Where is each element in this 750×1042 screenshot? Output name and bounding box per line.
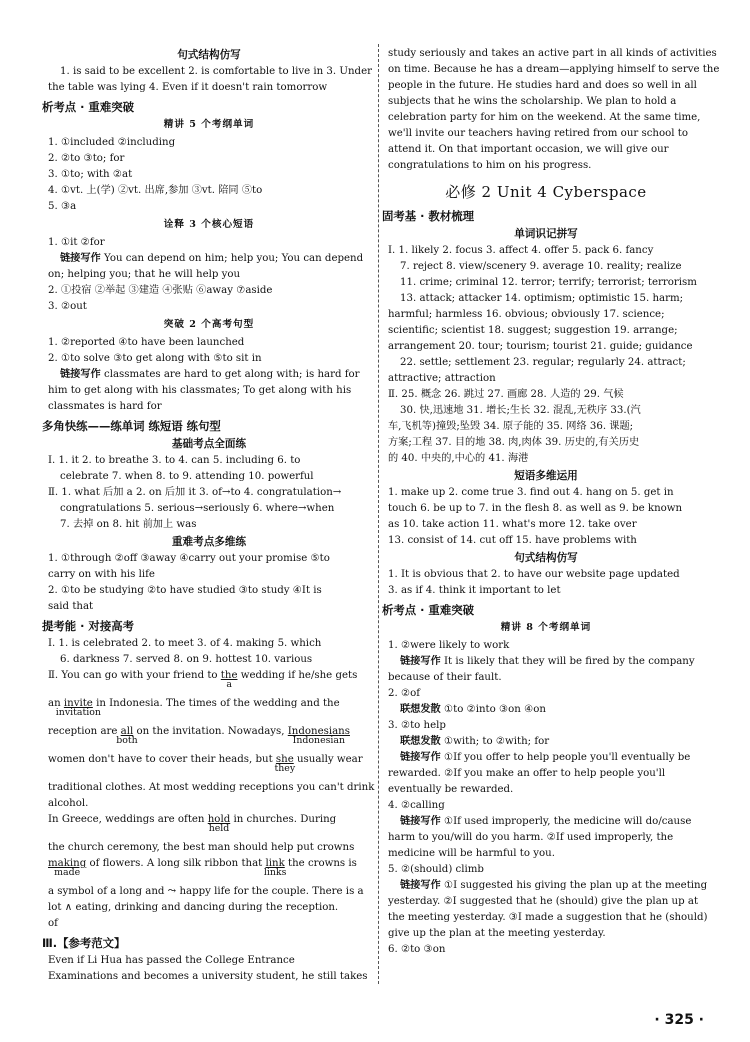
answer-line: arrangement 20. tour; tourism; tourist 21. guide; guidance — [388, 341, 693, 352]
text: reception are — [48, 726, 121, 737]
answer-line — [388, 750, 704, 766]
text: in Indonesia. The times of the wedding and the — [92, 698, 340, 709]
sub-heading: 精讲 8 个考纲单词 — [500, 622, 592, 633]
answer-text: classmates are hard to get along with; is hard for — [104, 369, 360, 380]
text: usually wear — [293, 754, 363, 765]
answer-line: Ⅰ. 1. likely 2. focus 3. affect 4. offer 5. pack 6. fancy — [388, 245, 654, 256]
correction: made — [54, 867, 81, 878]
answer-line: the meeting yesterday. ③I made a suggestion that he (should) — [388, 912, 708, 923]
answer-line: 13. consist of 14. cut off 15. have problems with — [388, 535, 637, 546]
answer-line — [388, 734, 704, 750]
passage-line: alcohol. — [48, 798, 89, 809]
section-title: 提考能 · 对接高考 — [42, 619, 134, 633]
corrected-word — [207, 812, 231, 834]
insert-word: of — [48, 918, 58, 929]
section-title: Ⅲ.【参考范文】 — [42, 936, 126, 950]
sub-heading: 基础考点全面练 — [171, 438, 247, 450]
corrected-word — [263, 856, 287, 878]
answer-line: 11. crime; criminal 12. terror; terrify; terrorist; terrorism — [400, 277, 697, 288]
answer-line: attractive; attraction — [388, 373, 496, 384]
answer-line: 1. ①included ②including — [48, 137, 176, 148]
answer-line: 7. reject 8. view/scenery 9. average 10. reality; realize — [400, 261, 682, 272]
answer-line: 方案;工程 37. 目的地 38. 肉,肉体 39. 历史的,有关历史 — [388, 437, 640, 448]
answer-text: ①I suggested his giving the plan up at the meeting — [444, 880, 708, 891]
original-word: hold — [207, 814, 231, 825]
section-title: 固考基 · 教材梳理 — [382, 209, 474, 223]
answer-line: yesterday. ②I suggested that he (should) give the plan up at — [388, 896, 699, 907]
original-word: Indonesians — [287, 726, 350, 737]
sub-heading: 句式结构仿写 — [514, 552, 578, 564]
answer-line — [48, 367, 370, 383]
text: an — [48, 698, 64, 709]
label: 链接写作 — [400, 656, 441, 667]
section-heading: 句式结构仿写 — [177, 49, 241, 61]
answer-line: 的 40. 中央的,中心的 41. 海港 — [388, 453, 529, 464]
answer-line: 1. is said to be excellent 2. is comfortable to live in 3. Under — [60, 66, 372, 77]
essay-line: people in the future. He studies hard and does so well in all — [388, 80, 697, 91]
original-word: invite — [63, 698, 93, 709]
answer-line: 5. ②(should) climb — [388, 864, 484, 875]
insert-mark: ∧ — [64, 902, 73, 913]
text: In Greece, weddings are often — [48, 814, 208, 825]
sub-heading: 突破 2 个高考句型 — [163, 319, 255, 330]
answer-line: 4. ②calling — [388, 800, 445, 811]
answer-line: him to get along with his classmates; To get along with his — [48, 385, 352, 396]
text: Ⅱ. You can go with your friend to — [48, 670, 221, 681]
answer-line: 2. ①投宿 ②举起 ③建造 ④张贴 ⑥away ⑦aside — [48, 285, 273, 296]
answer-line — [388, 814, 704, 830]
label: 联想发散 — [400, 736, 441, 747]
text: on the invitation. Nowadays, — [133, 726, 288, 737]
corrected-word — [287, 724, 350, 746]
section-title: 析考点 · 重难突破 — [42, 100, 134, 114]
answer-text: ①If used improperly, the medicine will do/cause — [444, 816, 692, 827]
label: 链接写作 — [400, 880, 441, 891]
text: of flowers. A long silk ribbon that — [86, 858, 266, 869]
answer-line: 1. ①it ②for — [48, 237, 105, 248]
label: 链接写作 — [60, 253, 101, 264]
original-word: the — [220, 670, 238, 681]
answer-line — [388, 702, 704, 718]
answer-line: 3. ①to; with ②at — [48, 169, 133, 180]
original-word: making — [48, 858, 87, 869]
answer-line: as 10. take action 11. what's more 12. take over — [388, 519, 637, 530]
answer-line — [388, 878, 708, 894]
sub-heading: 短语多维运用 — [514, 470, 578, 482]
answer-line: 22. settle; settlement 23. regular; regularly 24. attract; — [400, 357, 686, 368]
answer-line: 1. make up 2. come true 3. find out 4. hang on 5. get in — [388, 487, 674, 498]
answer-line: harmful; harmless 16. obvious; obviously 17. science; — [388, 309, 665, 320]
sub-heading: 精讲 5 个考纲单词 — [163, 119, 255, 130]
answer-text: You can depend on him; help you; You can depend — [104, 253, 364, 264]
correction-line — [48, 724, 370, 752]
essay-line: on time. Because he has a dream—applying himself to serve the — [388, 64, 720, 75]
passage-line: a symbol of a long and ⤳ happy life for the couple. There is a — [48, 886, 364, 897]
sub-heading: 诠释 3 个核心短语 — [163, 219, 255, 230]
answer-line: 1. ②were likely to work — [388, 640, 510, 651]
answer-line: Ⅰ. 1. is celebrated 2. to meet 3. of 4. making 5. which — [48, 638, 322, 649]
corrected-word — [48, 856, 87, 878]
correction: they — [274, 763, 296, 774]
section-title: 析考点 · 重难突破 — [382, 603, 474, 617]
answer-line: 3. ②out — [48, 301, 87, 312]
answer-line: 2. ①to solve ③to get along with ⑤to sit in — [48, 353, 262, 364]
answer-line: celebrate 7. when 8. to 9. attending 10. powerful — [60, 471, 314, 482]
answer-line: the table was lying 4. Even if it doesn't rain tomorrow — [48, 82, 328, 93]
sub-heading: 单词识记拼写 — [514, 228, 578, 240]
correction-line — [48, 696, 370, 724]
text: eating, drinking and dancing during the reception. — [72, 902, 339, 913]
text: in churches. During — [230, 814, 337, 825]
corrected-word — [220, 668, 238, 690]
answer-line: on; helping you; that he will help you — [48, 269, 241, 280]
correction-line — [48, 812, 370, 840]
answer-line: congratulations 5. serious→seriously 6. where→when — [60, 503, 335, 514]
answer-line: 车,飞机等)撞毁;坠毁 34. 原子能的 35. 网络 36. 课题; — [388, 421, 634, 432]
answer-line: 1. It is obvious that 2. to have our website page updated — [388, 569, 680, 580]
text: women don't have to cover their heads, but — [48, 754, 276, 765]
answer-line: eventually be rewarded. — [388, 784, 514, 795]
corrected-word — [274, 752, 296, 774]
text: the crowns is — [284, 858, 357, 869]
answer-line: 5. ③a — [48, 201, 77, 212]
answer-line: 6. ②to ③on — [388, 944, 446, 955]
answer-line: 2. ①to be studying ②to have studied ③to study ④It is — [48, 585, 322, 596]
answer-line: 3. as if 4. think it important to let — [388, 585, 561, 596]
label: 链接写作 — [400, 752, 441, 763]
answer-line: give up the plan at the meeting yesterday. — [388, 928, 606, 939]
label: 链接写作 — [400, 816, 441, 827]
correction: held — [208, 823, 230, 834]
essay-line: subjects that he wins the scholarship. We plan to hold a — [388, 96, 677, 107]
correction: invitation — [55, 707, 101, 718]
answer-line: harm to you/will do you harm. ②If used improperly, the — [388, 832, 674, 843]
essay-line: attend it. On that important occasion, we will give our — [388, 144, 669, 155]
answer-line: 6. darkness 7. served 8. on 9. hottest 10. various — [60, 654, 313, 665]
essay-line: celebration party for him on the weekend. At the same time, — [388, 112, 701, 123]
answer-line: said that — [48, 601, 94, 612]
left-column — [42, 46, 375, 985]
essay-line: Examinations and becomes a university student, he still takes — [48, 971, 368, 982]
passage-line: the church ceremony, the best man should help put crowns — [48, 842, 355, 853]
sub-heading: 重难考点多维练 — [171, 536, 247, 548]
answer-line: carry on with his life — [48, 569, 155, 580]
answer-line: 7. 去掉 on 8. hit 前加上 was — [60, 519, 197, 530]
answer-line: 1. ②reported ④to have been launched — [48, 337, 245, 348]
correction: links — [263, 867, 287, 878]
answer-line — [388, 654, 704, 670]
column-divider — [378, 44, 379, 984]
correction-line — [48, 856, 370, 884]
answer-line: 13. attack; attacker 14. optimism; optimistic 15. harm; — [400, 293, 684, 304]
answer-line: scientific; scientist 18. suggest; suggestion 19. arrange; — [388, 325, 678, 336]
original-word: link — [265, 858, 285, 869]
answer-line: rewarded. ②If you make an offer to help people you'll — [388, 768, 666, 779]
right-column — [382, 46, 720, 958]
answer-line: 2. ②to ③to; for — [48, 153, 125, 164]
passage-line: traditional clothes. At most wedding receptions you can't drink — [48, 782, 375, 793]
correction: both — [116, 735, 138, 746]
text: wedding if he/she gets — [237, 670, 358, 681]
essay-line: congratulations to him on his progress. — [388, 160, 592, 171]
essay-line: study seriously and takes an active part in all kinds of activities — [388, 48, 717, 59]
answer-line: classmates is hard for — [48, 401, 162, 412]
answer-line: 1. ①through ②off ③away ④carry out your promise ⑤to — [48, 553, 330, 564]
answer-line — [48, 251, 370, 267]
answer-text: ①If you offer to help people you'll eventually be — [444, 752, 691, 763]
answer-line: Ⅱ. 25. 概念 26. 跳过 27. 画廊 28. 人造的 29. 气候 — [388, 389, 624, 400]
answer-line: medicine will be harmful to you. — [388, 848, 555, 859]
passage-line — [48, 900, 370, 916]
label: 链接写作 — [60, 369, 101, 380]
essay-line: we'll invite our teachers having retired from our school to — [388, 128, 688, 139]
original-word: she — [275, 754, 294, 765]
text: lot — [48, 902, 65, 913]
answer-line: 3. ②to help — [388, 720, 446, 731]
answer-line: Ⅱ. 1. what 后加 a 2. on 后加 it 3. of→to 4. congratulation→ — [48, 487, 342, 498]
page-number: · 325 · — [654, 1012, 704, 1028]
section-title: 多角快练——练单词 练短语 练句型 — [42, 419, 221, 433]
correction-line — [48, 668, 370, 696]
correction: Indonesian — [292, 735, 346, 746]
answer-line: 4. ①vt. 上(学) ②vt. 出席,参加 ③vt. 陪同 ⑤to — [48, 185, 263, 196]
answer-text: ①to ②into ③on ④on — [444, 704, 546, 715]
correction-line — [48, 752, 370, 780]
answer-line: Ⅰ. 1. it 2. to breathe 3. to 4. can 5. including 6. to — [48, 455, 301, 466]
answer-line: touch 6. be up to 7. in the flesh 8. as well as 9. be known — [388, 503, 683, 514]
correction: a — [226, 679, 232, 690]
essay-line: Even if Li Hua has passed the College Entrance — [48, 955, 295, 966]
corrected-word — [116, 724, 138, 746]
original-word: all — [120, 726, 134, 737]
label: 联想发散 — [400, 704, 441, 715]
answer-line: because of their fault. — [388, 672, 502, 683]
answer-line: 30. 快,迅速地 31. 增长;生长 32. 混乱,无秩序 33.(汽 — [400, 405, 641, 416]
answer-text: ①with; to ②with; for — [444, 736, 550, 747]
answer-line: 2. ②of — [388, 688, 420, 699]
answer-text: It is likely that they will be fired by the company — [444, 656, 695, 667]
unit-title: 必修 2 Unit 4 Cyberspace — [445, 183, 647, 201]
